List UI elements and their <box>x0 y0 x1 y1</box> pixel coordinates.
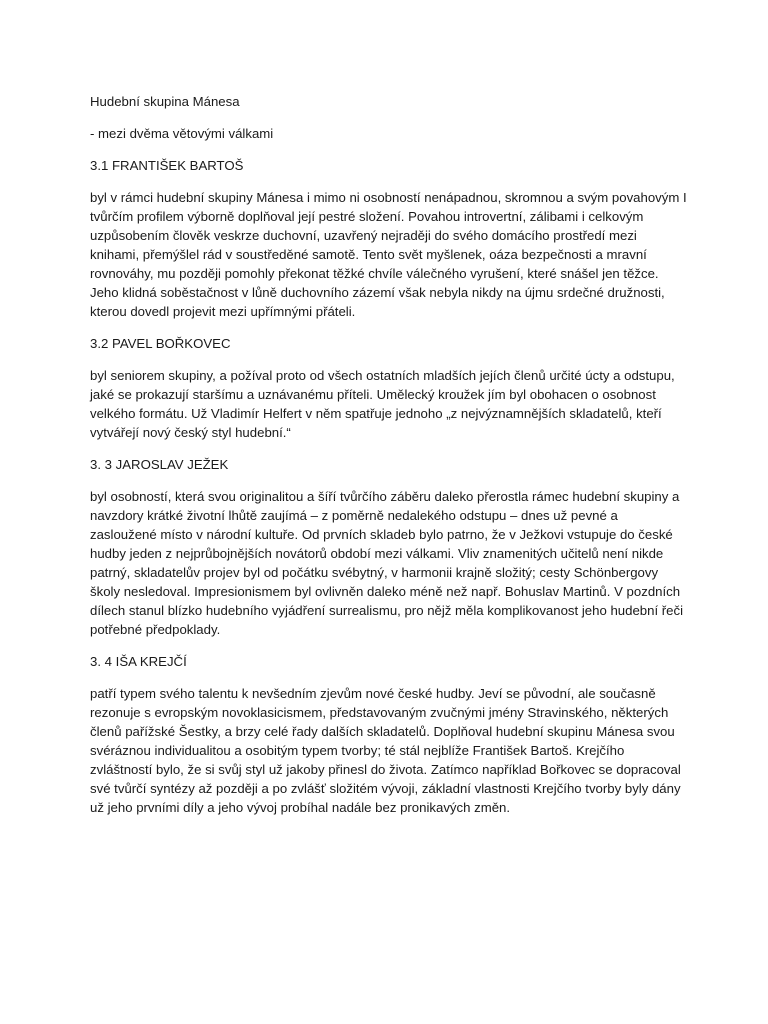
section-heading-borkovec: 3.2 PAVEL BOŘKOVEC <box>90 336 231 351</box>
document-title: Hudební skupina Mánesa <box>90 94 240 109</box>
section-text-bartos: byl v rámci hudební skupiny Mánesa i mimo ni osobností nenápadnou, skromnou a svým povahovým I tvůrčím profilem výborně doplňoval její pestré složení. Povahou introvertní, zálibami i celkovým uzpůsobením člověk veskrze duchovní, uzavřený nejraději do svého domácího prostředí mezi knihami, přemýšlel rád v soustředěné samotě. Tento svět myšlenek, oáza bezpečnosti a mravní rovnováhy, mu později pomohly překonat těžké chvíle válečného vyrušení, které snášel jen těžce. Jeho klidná soběstačnost v lůně duchovního zázemí však nebyla nikdy na újmu srdečné družnosti, kterou dovedl projevit mezi upřímnými přáteli. <box>90 190 687 319</box>
section-heading-krejci: 3. 4 IŠA KREJČÍ <box>90 654 187 669</box>
section-text-jezek: byl osobností, která svou originalitou a šíří tvůrčího záběru daleko přerostla rámec hudební skupiny a navzdory krátké životní lhůtě zaujímá – z poměrně nedalekého odstupu – dnes už pevné a zasloužené místo v národní kultuře. Od prvních skladeb bylo patrno, že v Ježkovi vstupuje do české hudby jeden z nejprůbojnějších novátorů období mezi válkami. Vliv znamenitých učitelů není nikde patrný, skladatelův projev byl od počátku svébytný, v harmonii krajně složitý; cesty Schönbergovy školy nesledoval. Impresionismem byl ovlivněn daleko méně než např. Bohuslav Martinů. V pozdních dílech stanul blízko hudebního vyjádření surrealismu, pro nějž měla komplikovanost jeho hudební řeči potřebné předpoklady. <box>90 489 684 637</box>
section-text-krejci: patří typem svého talentu k nevšedním zjevům nové české hudby. Jeví se původní, ale současně rezonuje s evropským novoklasicismem, představovaným zvučnými jmény Stravinského, některých členů pařížské Šestky, a brzy celé řady dalších skladatelů. Doplňoval hudební skupinu Mánesa svou svéráznou individualitou a osobitým typem tvorby; té stál nejblíže František Bartoš. Krejčího zvláštností bylo, že si svůj styl už jakoby přinesl do života. Zatímco například Bořkovec se dopracoval své tvůrčí syntézy až později a po zvlášť složitém vývoji, základní vlastnosti Krejčího tvorby byly dány už jeho prvními díly a jeho vývoj probíhal nadále bez pronikavých změn. <box>90 686 681 815</box>
document-subtitle: - mezi dvěma větovými válkami <box>90 126 274 141</box>
section-text-borkovec: byl seniorem skupiny, a požíval proto od všech ostatních mladších jejích členů určité úcty a odstupu, jaké se prokazují staršímu a uznávanému příteli. Umělecký kroužek jím byl obohacen o osobnost velkého formátu. Už Vladimír Helfert v něm spatřuje jednoho „z nejvýznamnějších skladatelů, kteří vytvářejí nový český styl hudební.“ <box>90 368 675 440</box>
section-heading-bartos: 3.1 FRANTIŠEK BARTOŠ <box>90 158 244 173</box>
section-heading-jezek: 3. 3 JAROSLAV JEŽEK <box>90 457 229 472</box>
document-body <box>90 92 688 830</box>
